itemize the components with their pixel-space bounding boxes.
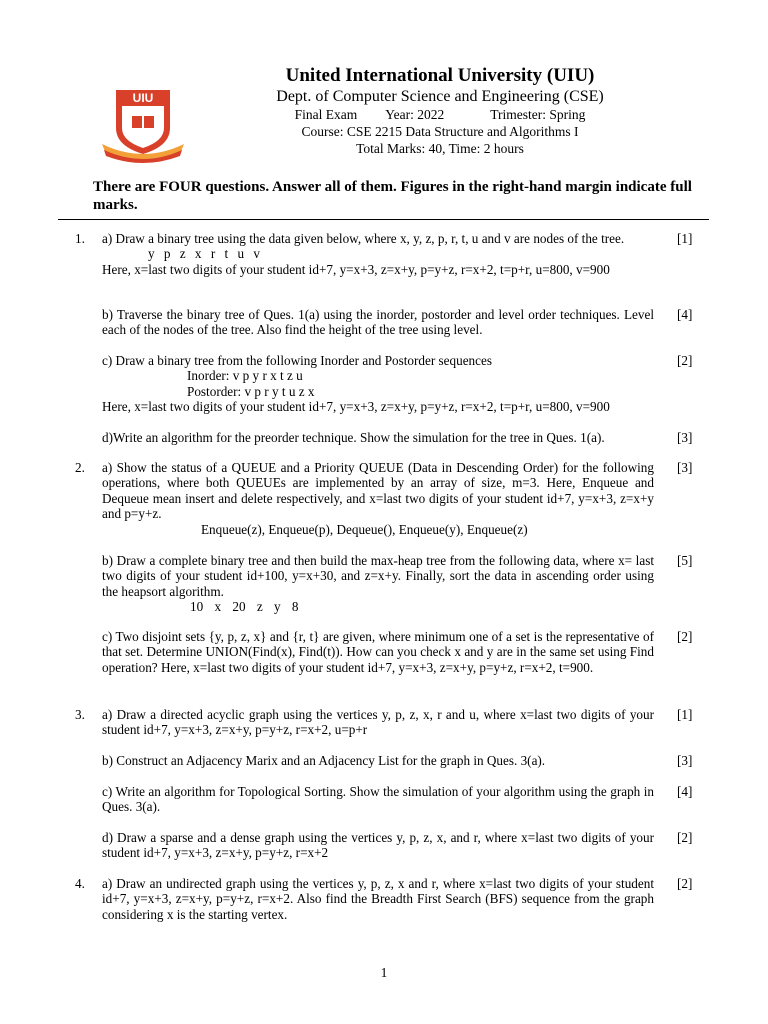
q1d: d)Write an algorithm for the preorder technique. Show the simulation for the tree in Ques. 1(a). <box>102 430 605 445</box>
q3c-mark: [4] <box>677 784 693 799</box>
q3c: c) Write an algorithm for Topological Sorting. Show the simulation of your algorithm using the graph in Ques. 3(a). <box>102 784 654 815</box>
q3a-mark: [1] <box>677 707 693 722</box>
q3d: d) Draw a sparse and a dense graph using the vertices y, p, z, x, and r, where x=last two digits of your student id+7, y=x+3, z=x+y, p=y+z, r=x+2 <box>102 830 654 861</box>
question-number: 4. <box>75 876 85 891</box>
question-number: 2. <box>75 460 85 475</box>
instructions: There are FOUR questions. Answer all of them. Figures in the right-hand margin indicate full marks. <box>93 179 692 213</box>
q1c-postorder: Postorder: v p r y t u z x <box>187 383 315 399</box>
course-info: Course: CSE 2215 Data Structure and Algorithms I <box>301 124 579 139</box>
q1c-here: Here, x=last two digits of your student id+7, y=x+3, z=x+y, p=y+z, r=x+2, t=p+r, u=800, v=900 <box>102 399 610 415</box>
q1a-mark: [1] <box>677 231 693 246</box>
q2c: c) Two disjoint sets {y, p, z, x} and {r, t} are given, where minimum one of a set is the representative of that set. Determine UNION(Find(x), Find(t)). How can you check x and y are in the same set using Find operation? Here, x=last two digits of your student id+7, y=x+3, z=x+y, p=y+z, r=x+2, t=900. <box>102 629 654 675</box>
q2b-data: 10 x 20 z y 8 <box>190 599 299 615</box>
q1c-inorder: Inorder: v p y r x t z u <box>187 368 303 384</box>
exam-type: Final Exam <box>294 107 358 122</box>
exam-year: Year: 2022 <box>385 107 445 122</box>
department-name: Dept. of Computer Science and Engineering (CSE) <box>276 88 604 105</box>
q1d-mark: [3] <box>677 430 693 445</box>
q1a-here: Here, x=last two digits of your student id+7, y=x+3, z=x+y, p=y+z, r=x+2, t=p+r, u=800, v=900 <box>102 261 610 277</box>
university-name: United International University (UIU) <box>285 65 595 86</box>
question-number: 1. <box>75 231 85 246</box>
logo-text: UIU <box>132 91 154 105</box>
exam-info <box>160 107 720 123</box>
question-number: 3. <box>75 707 85 722</box>
q1c-text: c) Draw a binary tree from the following Inorder and Postorder sequences <box>102 353 492 368</box>
q1c <box>102 353 654 415</box>
q4a-mark: [2] <box>677 876 693 891</box>
q3a: a) Draw a directed acyclic graph using the vertices y, p, z, x, r and u, where x=last two digits of your student id+7, y=x+3, z=x+y, p=y+z, r=x+2, u=p+r <box>102 707 654 738</box>
q2a-text: a) Show the status of a QUEUE and a Priority QUEUE (Data in Descending Order) for the following operations, where both QUEUEs are implemented by an array of size, m=3. Here, Enqueue and Dequeue mean insert and delete respectively, and x=last two digits of your student id+7, y=x+3, z=x+y and p=y+z. <box>102 460 654 522</box>
q2c-mark: [2] <box>677 629 693 644</box>
q1c-mark: [2] <box>677 353 693 368</box>
q1a-data: y p z x r t u v <box>148 246 260 262</box>
q3b-mark: [3] <box>677 753 693 768</box>
q3d-mark: [2] <box>677 830 693 845</box>
q4a: a) Draw an undirected graph using the vertices y, p, z, x and r, where x=last two digits of your student id+7, y=x+3, z=x+y, p=y+z, r=x+2. Also find the Breadth First Search (BFS) sequence from the graph considering x is the starting vertex. <box>102 876 654 922</box>
q1a <box>102 231 654 277</box>
q1b: b) Traverse the binary tree of Ques. 1(a) using the inorder, postorder and level order techniques. Level each of the nodes of the tree. Also find the height of the tree using level. <box>102 307 654 338</box>
q2b <box>102 553 654 615</box>
total-marks: Total Marks: 40, Time: 2 hours <box>356 141 524 156</box>
q2b-mark: [5] <box>677 553 693 568</box>
page-number: 1 <box>380 965 388 980</box>
exam-trimester: Trimester: Spring <box>490 107 586 122</box>
q2b-text: b) Draw a complete binary tree and then build the max-heap tree from the following data, where x= last two digits of your student id+100, y=x+30, and z=x+y. Finally, sort the data in ascending order using the heapsort algorithm. <box>102 553 654 599</box>
q1a-text: a) Draw a binary tree using the data given below, where x, y, z, p, r, t, u and v are nodes of the tree. <box>102 231 625 246</box>
q1b-mark: [4] <box>677 307 693 322</box>
q3b: b) Construct an Adjacency Marix and an Adjacency List for the graph in Ques. 3(a). <box>102 753 546 768</box>
q2a <box>102 460 654 537</box>
q2a-mark: [3] <box>677 460 693 475</box>
divider <box>58 219 709 220</box>
q2a-ops: Enqueue(z), Enqueue(p), Dequeue(), Enqueue(y), Enqueue(z) <box>201 521 528 537</box>
